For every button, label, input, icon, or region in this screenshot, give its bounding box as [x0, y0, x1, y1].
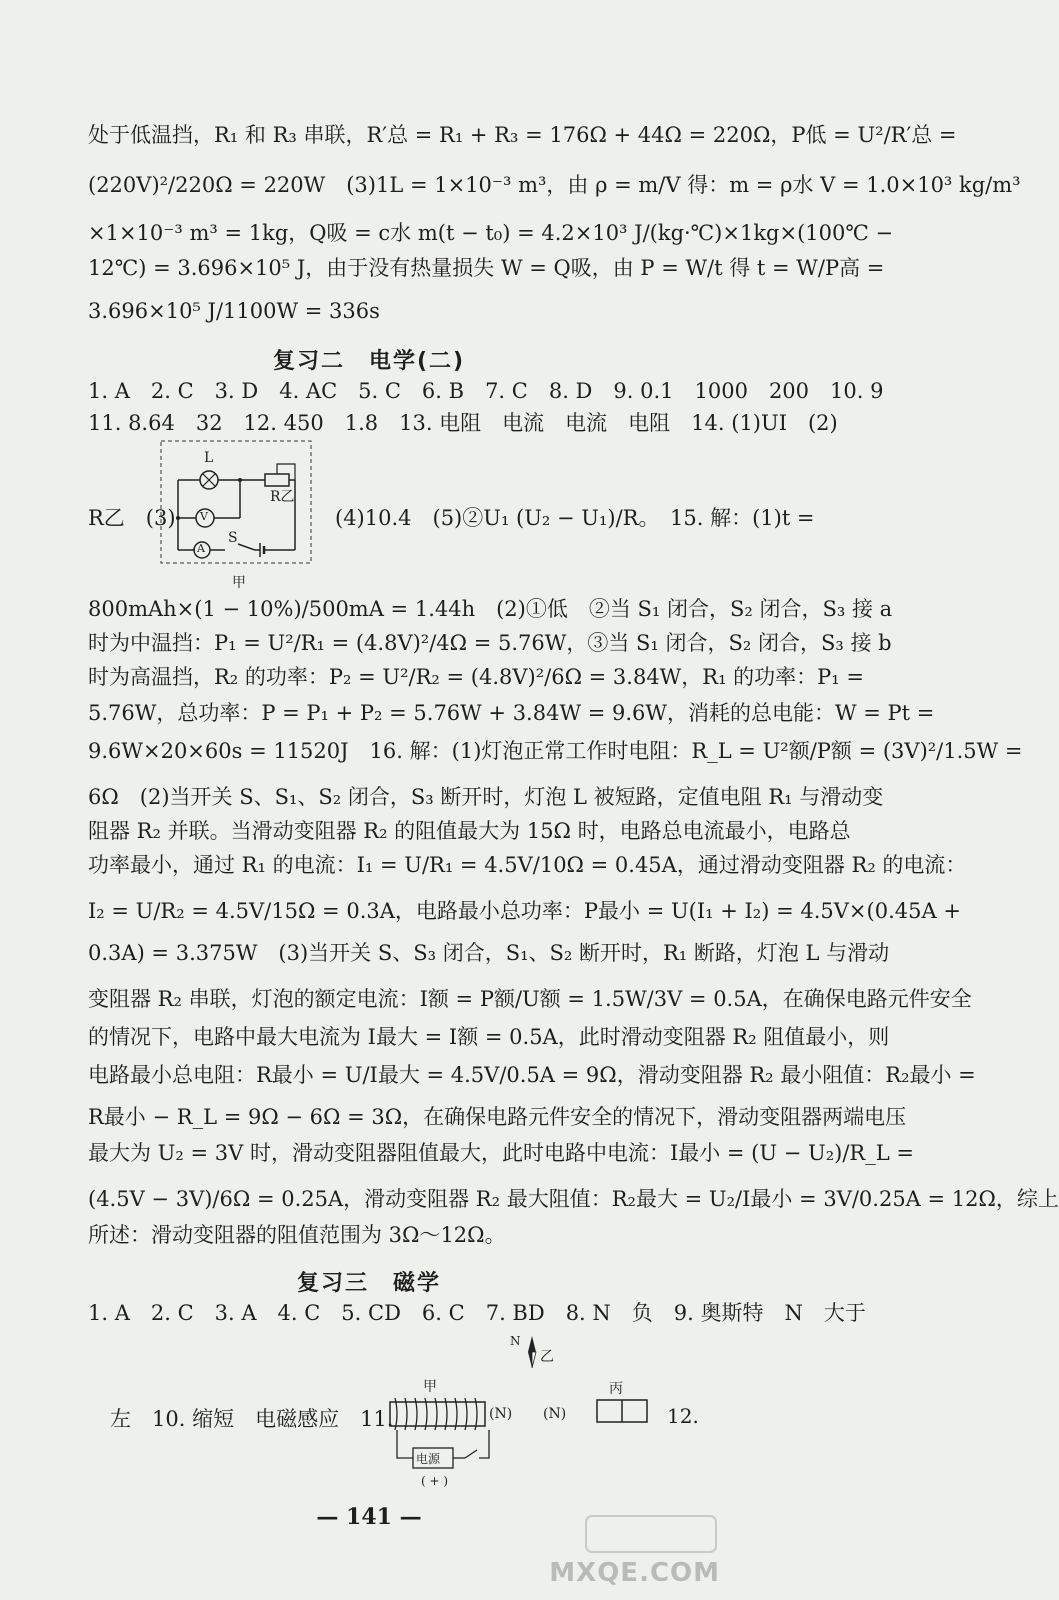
voltmeter-label: V	[200, 510, 208, 523]
text-line: I₂ = U/R₂ = 4.5V/15Ω = 0.3A，电路最小总功率：P最小 = U(I₁ + I₂) = 4.5V×(0.45A +	[88, 899, 961, 923]
figure-caption: 甲	[232, 575, 246, 591]
circuit-svg	[160, 440, 320, 570]
compass-label: 乙	[540, 1349, 554, 1365]
page-number: — 141 —	[316, 1504, 422, 1530]
answer-line: R乙 (3)	[88, 506, 176, 530]
answer-line: 左 10. 缩短 电磁感应 11.	[110, 1407, 394, 1431]
rheostat-label: R乙	[270, 489, 295, 505]
answer-line: (4)10.4 (5)②U₁ (U₂ − U₁)/R。 15. 解：(1)t =	[335, 506, 815, 530]
text-line: 9.6W×20×60s = 11520J 16. 解：(1)灯泡正常工作时电阻：R_L = U²额/P额 = (3V)²/1.5W =	[88, 739, 1023, 763]
text-line: 的情况下，电路中最大电流为 I最大 = I额 = 0.5A，此时滑动变阻器 R₂ 阻值最小，则	[88, 1025, 890, 1049]
text-line: 处于低温挡，R₁ 和 R₃ 串联，R′总 = R₁ + R₃ = 176Ω + 44Ω = 220Ω，P低 = U²/R′总 =	[88, 123, 957, 147]
text-line: R最小 − R_L = 9Ω − 6Ω = 3Ω，在确保电路元件安全的情况下，滑动变阻器两端电压	[88, 1105, 907, 1129]
text-line: 功率最小，通过 R₁ 的电流：I₁ = U/R₁ = 4.5V/10Ω = 0.45A，通过滑动变阻器 R₂ 的电流：	[88, 853, 967, 877]
switch-label: S	[228, 530, 238, 546]
text-line: 3.696×10⁵ J/1100W = 336s	[88, 299, 380, 323]
question-number: 12.	[667, 1404, 699, 1428]
watermark-text: MXQE.COM	[549, 1558, 720, 1588]
pole-label: (N)	[489, 1406, 513, 1422]
text-line: 所述：滑动变阻器的阻值范围为 3Ω～12Ω。	[88, 1223, 506, 1247]
section-title: 复习三 磁学	[296, 1271, 441, 1296]
plus-label: ( + )	[421, 1474, 449, 1488]
compass-n-label: N	[510, 1334, 521, 1348]
text-line: (4.5V − 3V)/6Ω = 0.25A，滑动变阻器 R₂ 最大阻值：R₂最大 = U₂/I最小 = 3V/0.25A = 12Ω，综上	[88, 1187, 1059, 1211]
text-line: (220V)²/220Ω = 220W (3)1L = 1×10⁻³ m³，由 ρ = m/V 得：m = ρ水 V = 1.0×10³ kg/m³	[88, 173, 1021, 197]
text-line: 5.76W，总功率：P = P₁ + P₂ = 5.76W + 3.84W = 9.6W，消耗的总电能：W = Pt =	[88, 701, 935, 725]
text-line: 电路最小总电阻：R最小 = U/I最大 = 4.5V/0.5A = 9Ω，滑动变阻器 R₂ 最小阻值：R₂最小 =	[88, 1063, 976, 1087]
figure-jia-label: 甲	[423, 1379, 437, 1395]
answer-line: 11. 8.64 32 12. 450 1.8 13. 电阻 电流 电流 电阻 14. (1)UI (2)	[88, 411, 838, 435]
answer-line: 1. A 2. C 3. A 4. C 5. CD 6. C 7. BD 8. N 负 9. 奥斯特 N 大于	[88, 1301, 866, 1325]
text-line: 800mAh×(1 − 10%)/500mA = 1.44h (2)①低 ②当 S₁ 闭合，S₂ 闭合，S₃ 接 a	[88, 597, 893, 621]
lamp-label: L	[204, 450, 214, 466]
text-line: 12℃) = 3.696×10⁵ J，由于没有热量损失 W = Q吸，由 P = W/t 得 t = W/P高 =	[88, 256, 885, 280]
circuit-diagram	[160, 440, 320, 591]
text-line: 0.3A) = 3.375W (3)当开关 S、S₃ 闭合，S₁、S₂ 断开时，R₁ 断路，灯泡 L 与滑动	[88, 941, 890, 965]
compass-figure	[510, 1334, 570, 1374]
ammeter-label: A	[197, 542, 205, 555]
text-line: 6Ω (2)当开关 S、S₁、S₂ 闭合，S₃ 断开时，灯泡 L 被短路，定值电阻 R₁ 与滑动变	[88, 785, 884, 809]
power-label: 电源	[416, 1452, 441, 1466]
text-line: 最大为 U₂ = 3V 时，滑动变阻器阻值最大，此时电路中电流：I最小 = (U − U₂)/R_L =	[88, 1141, 914, 1165]
figure-bing-label: 丙	[609, 1381, 623, 1397]
text-line: 时为中温挡：P₁ = U²/R₁ = (4.8V)²/4Ω = 5.76W，③当 S₁ 闭合，S₂ 闭合，S₃ 接 b	[88, 631, 892, 655]
pole-label: (N)	[543, 1406, 567, 1422]
solenoid-figure	[385, 1380, 715, 1490]
text-line: 时为高温挡，R₂ 的功率：P₂ = U²/R₂ = (4.8V)²/6Ω = 3.84W，R₁ 的功率：P₁ =	[88, 665, 864, 689]
text-line: 阻器 R₂ 并联。当滑动变阻器 R₂ 的阻值最大为 15Ω 时，电路总电流最小，电路总	[88, 819, 851, 843]
section-title: 复习二 电学(二)	[272, 349, 466, 374]
text-line: ×1×10⁻³ m³ = 1kg，Q吸 = c水 m(t − t₀) = 4.2×10³ J/(kg·℃)×1kg×(100℃ −	[88, 221, 894, 245]
text-line: 变阻器 R₂ 串联，灯泡的额定电流：I额 = P额/U额 = 1.5W/3V = 0.5A，在确保电路元件安全	[88, 987, 972, 1011]
answer-line: 1. A 2. C 3. D 4. AC 5. C 6. B 7. C 8. D 9. 0.1 1000 200 10. 9	[88, 379, 884, 403]
